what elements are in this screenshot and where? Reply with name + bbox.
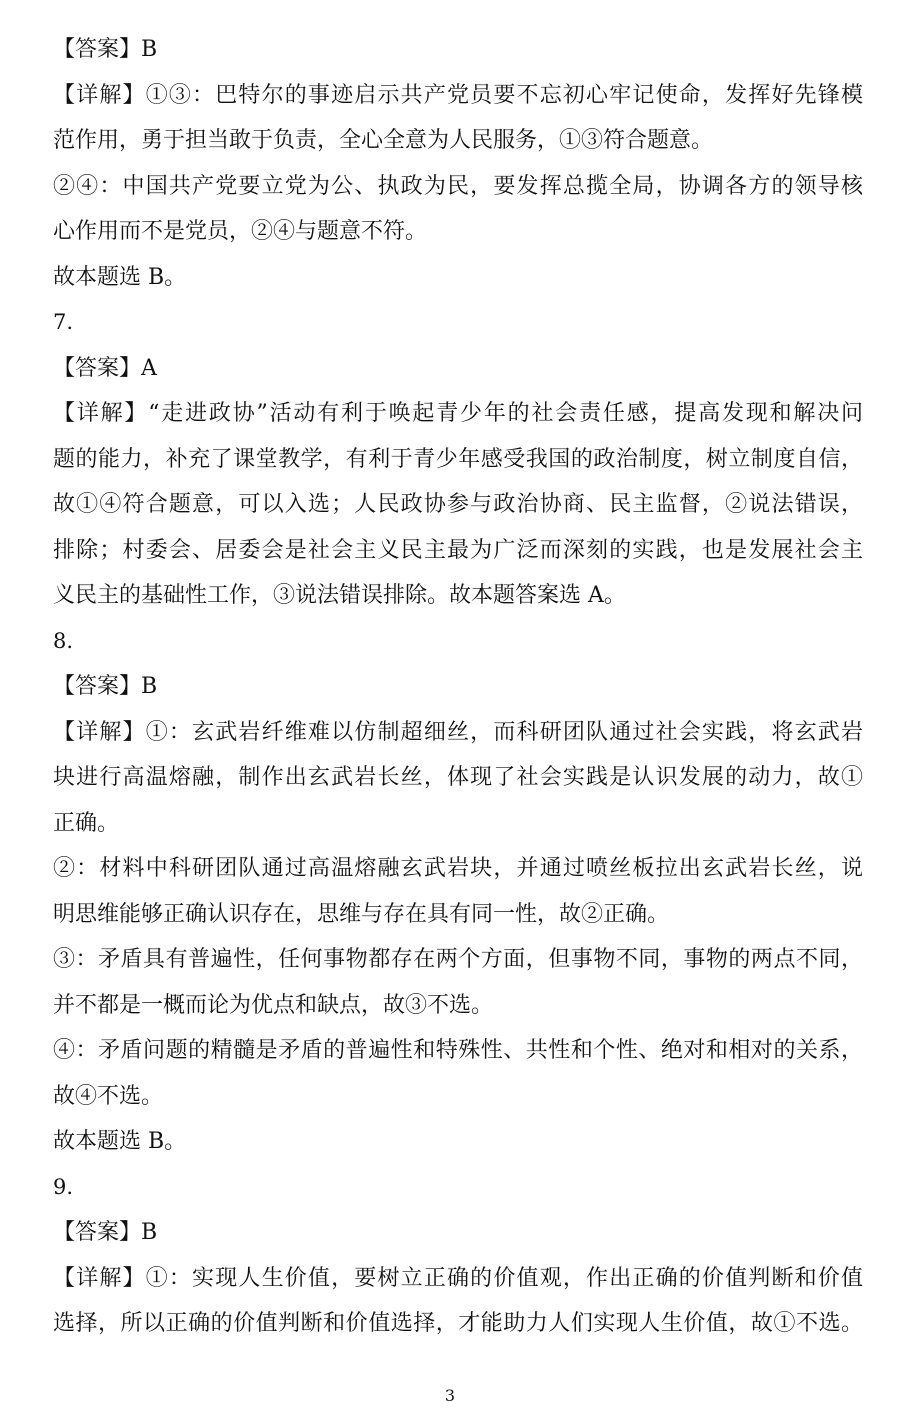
- q8-detail-line-3: 正确。: [53, 810, 120, 836]
- q9-answer: 【答案】B: [53, 1220, 158, 1245]
- q6-detail-line-4: 心作用而不是党员，②④与题意不符。: [53, 219, 428, 244]
- q6-conclusion: 故本题选 B。: [53, 264, 187, 290]
- q8-conclusion: 故本题选 B。: [53, 1129, 187, 1154]
- question-number-9: 9.: [53, 1174, 74, 1199]
- q6-answer: 【答案】B: [53, 37, 158, 62]
- q7-detail-line-2: 题的能力，补充了课堂教学，有利于青少年感受我国的政治制度，树立制度自信，: [53, 446, 863, 472]
- q6-detail-line-3: ②④：中国共产党要立党为公、执政为民，要发挥总揽全局，协调各方的领导核: [53, 173, 863, 199]
- q6-detail-line-1: 【详解】①③：巴特尔的事迹启示共产党员要不忘初心牢记使命，发挥好先锋模: [53, 82, 863, 108]
- q9-detail-line-1: 【详解】①：实现人生价值，要树立正确的价值观，作出正确的价值判断和价值: [53, 1265, 863, 1291]
- question-number-8: 8.: [53, 628, 74, 653]
- q9-detail-line-2: 选择，所以正确的价值判断和价值选择，才能助力人们实现人生价值，故①不选。: [53, 1311, 863, 1336]
- answer-explanation-body: [53, 27, 863, 1347]
- question-number-7: 7.: [53, 310, 74, 334]
- q7-detail-line-5: 义民主的基础性工作，③说法错误排除。故本题答案选 A。: [53, 583, 626, 608]
- q7-detail-line-3: 故①④符合题意，可以入选；人民政协参与政治协商、民主监督，②说法错误，: [53, 492, 863, 517]
- q7-answer: 【答案】A: [53, 355, 157, 381]
- q8-detail-line-7: 并不都是一概而论为优点和缺点，故③不选。: [53, 992, 494, 1018]
- q8-detail-line-1: 【详解】①：玄武岩纤维难以仿制超细丝，而科研团队通过社会实践，将玄武岩: [53, 719, 863, 745]
- q8-detail-line-2: 块进行高温熔融，制作出玄武岩长丝，体现了社会实践是认识发展的动力，故①: [53, 765, 863, 790]
- q8-detail-line-5: 明思维能够正确认识存在，思维与存在具有同一性，故②正确。: [53, 901, 670, 927]
- q8-detail-line-6: ③：矛盾具有普遍性，任何事物都存在两个方面，但事物不同，事物的两点不同，: [53, 947, 863, 972]
- q8-answer: 【答案】B: [53, 674, 158, 699]
- q6-detail-line-2: 范作用，勇于担当敢于负责，全心全意为人民服务，①③符合题意。: [53, 128, 714, 153]
- page-number: 3: [444, 1386, 456, 1405]
- q8-detail-line-8: ④：矛盾问题的精髓是矛盾的普遍性和特殊性、共性和个性、绝对和相对的关系，: [53, 1038, 863, 1063]
- q7-detail-line-4: 排除；村委会、居委会是社会主义民主最为广泛而深刻的实践，也是发展社会主: [53, 537, 863, 563]
- q8-detail-line-9: 故④不选。: [53, 1083, 164, 1109]
- q7-detail-line-1: 【详解】“走进政协”活动有利于唤起青少年的社会责任感，提高发现和解决问: [53, 401, 863, 426]
- q8-detail-line-4: ②：材料中科研团队通过高温熔融玄武岩块，并通过喷丝板拉出玄武岩长丝，说: [53, 856, 863, 881]
